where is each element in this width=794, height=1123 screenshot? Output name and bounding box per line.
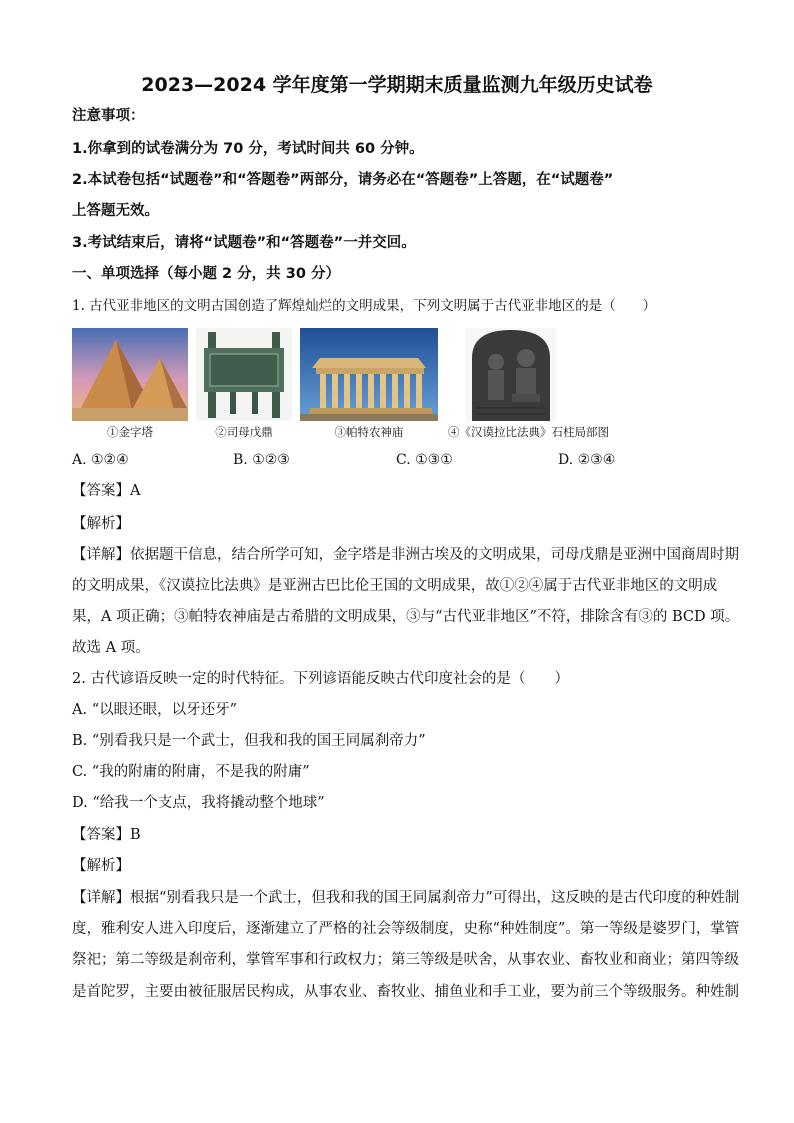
q2-option-b: B. “别看我只是一个武士，但我和我的国王同属刹帝力” <box>72 733 426 749</box>
caption-parthenon: ③帕特农神庙 <box>334 425 404 439</box>
q2-detail-line: 是首陀罗，主要由被征服居民构成，从事农业、畜牧业、捕鱼业和手工业，要为前三个等级服务。种姓制 <box>72 984 739 1000</box>
notice-heading: 注意事项： <box>72 108 145 124</box>
notice-item-3: 3.考试结束后，请将“试题卷”和“答题卷”一并交回。 <box>72 235 416 251</box>
bronze-ding-image <box>196 328 292 421</box>
q2-detail-line: 【详解】根据“别看我只是一个武士，但我和我的国王同属刹帝力”可得出，这反映的是古代印度的种姓制 <box>72 890 740 906</box>
q1-option-b: B. ①②③ <box>233 452 290 468</box>
notice-item-2-cont: 上答题无效。 <box>72 203 159 219</box>
notice-item-1: 1.你拿到的试卷满分为 70 分，考试时间共 60 分钟。 <box>72 141 424 157</box>
caption-hammurabi: ④《汉谟拉比法典》石柱局部图 <box>448 425 609 439</box>
q2-analysis-label: 【解析】 <box>72 858 130 874</box>
hammurabi-stele-image <box>466 328 556 421</box>
q2-detail-line: 祭祀；第二等级是刹帝利，掌管军事和行政权力；第三等级是吠舍，从事农业、畜牧业和商业；第四等级 <box>72 952 739 968</box>
q1-detail-line: 故选 A 项。 <box>72 640 150 656</box>
q2-detail-line: 度，雅利安人进入印度后，逐渐建立了严格的社会等级制度，史称“种姓制度”。第一等级是婆罗门，掌管 <box>72 921 740 937</box>
q1-option-c: C. ①③① <box>396 452 453 468</box>
question-2-stem: 2. 古代谚语反映一定的时代特征。下列谚语能反映古代印度社会的是（ ） <box>72 671 569 687</box>
q2-option-d: D. “给我一个支点，我将撬动整个地球” <box>72 795 325 811</box>
q1-option-d: D. ②③④ <box>558 452 616 468</box>
q2-option-c: C. “我的附庸的附庸，不是我的附庸” <box>72 764 310 780</box>
notice-item-2: 2.本试卷包括“试题卷”和“答题卷”两部分，请务必在“答题卷”上答题，在“试题卷” <box>72 172 614 188</box>
question-1-stem: 1. 古代亚非地区的文明古国创造了辉煌灿烂的文明成果，下列文明属于古代亚非地区的是（ ） <box>72 298 657 314</box>
q2-answer: 【答案】B <box>72 827 141 843</box>
section-heading: 一、单项选择（每小题 2 分，共 30 分） <box>72 266 340 282</box>
pyramid-image <box>72 328 188 421</box>
exam-title: 2023—2024 学年度第一学期期末质量监测九年级历史试卷 <box>141 74 653 96</box>
q1-detail-line: 果，A 项正确；③帕特农神庙是古希腊的文明成果，③与“古代亚非地区”不符，排除含有③的 BCD 项。 <box>72 609 740 625</box>
parthenon-image <box>300 328 438 421</box>
caption-ding: ②司母戊鼎 <box>215 425 273 439</box>
q1-option-a: A. ①②④ <box>72 452 129 468</box>
caption-pyramid: ①金字塔 <box>107 425 153 439</box>
q1-detail-line: 的文明成果，《汉谟拉比法典》是亚洲古巴比伦王国的文明成果，故①②④属于古代亚非地区的文明成 <box>72 578 718 594</box>
q1-detail-line: 【详解】依据题干信息，结合所学可知，金字塔是非洲古埃及的文明成果，司母戊鼎是亚洲中国商周时期 <box>72 547 739 563</box>
q2-option-a: A. “以眼还眼，以牙还牙” <box>72 702 238 718</box>
q1-answer: 【答案】A <box>72 483 141 499</box>
q1-analysis-label: 【解析】 <box>72 516 130 532</box>
